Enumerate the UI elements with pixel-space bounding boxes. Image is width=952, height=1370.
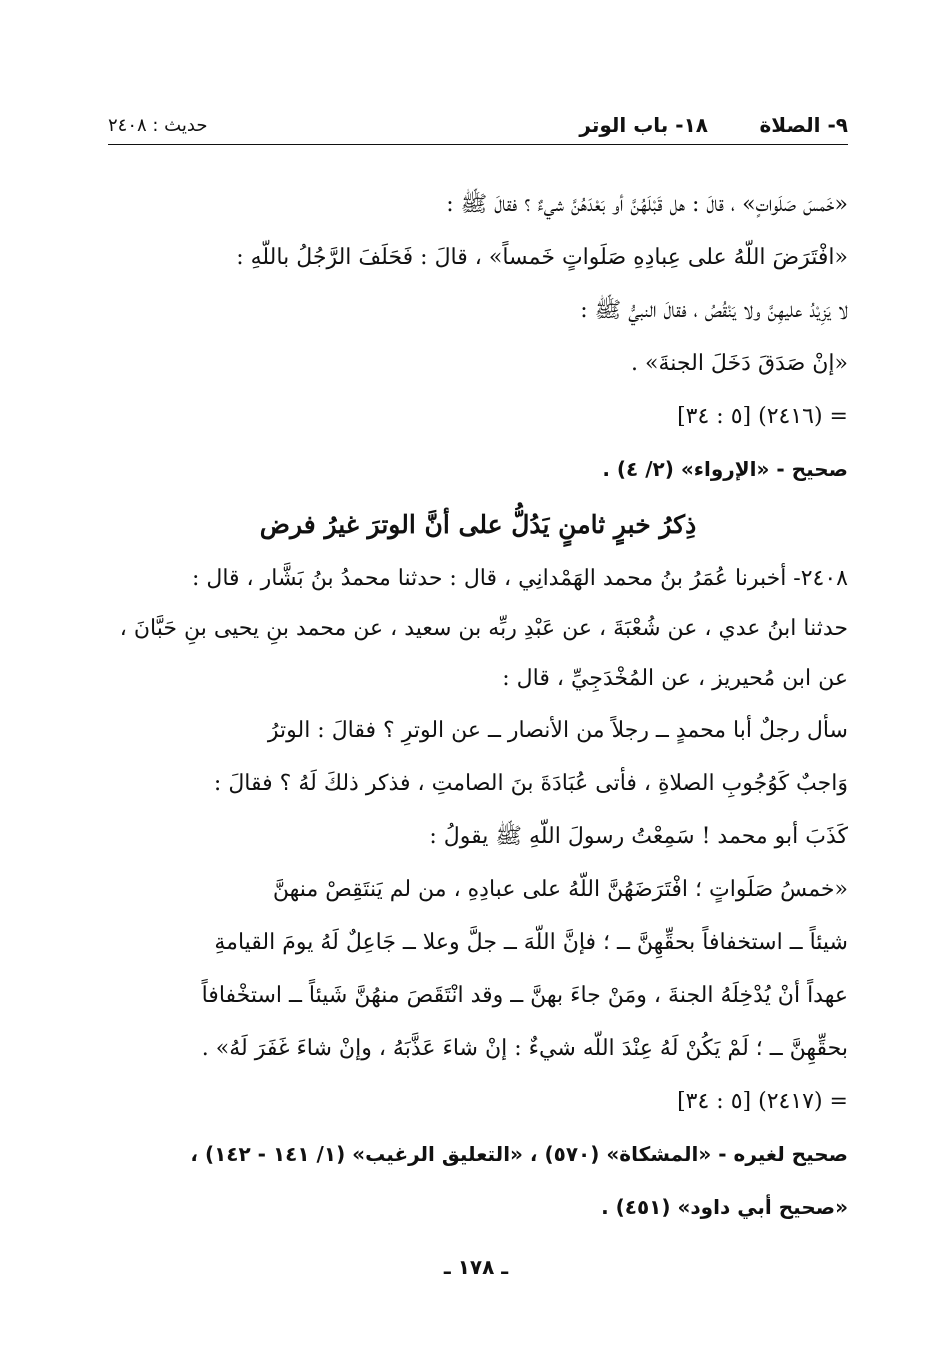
grading-note: صحيح - «الإرواء» (٢/ ٤) . — [602, 457, 848, 481]
running-header — [108, 105, 848, 145]
text-line: عهداً أنْ يُدْخِلَهُ الجنةَ ، ومَنْ جاءَ بهنَّ ــ وقد انْتَقَصَ منهُنَّ شَيئاً ــ استخْفافاً — [201, 983, 848, 1008]
reference-line: = (٢٤١٦) [٥ : ٣٤] — [677, 404, 848, 429]
page-body — [108, 178, 848, 1234]
text-line: «خمسُ صَلَواتٍ ؛ افْتَرَضَهُنَّ اللّهُ على عبادِهِ ، من لم يَنتَقِصْ منهنَّ — [272, 877, 848, 902]
text-line: «إنْ صَدَقَ دَخَلَ الجنةَ» . — [631, 351, 848, 376]
header-chapter-title: ١٨- باب الوتر — [579, 113, 708, 137]
text-line: سأل رجلٌ أبا محمدٍ ــ رجلاً من الأنصار ــ عن الوترِ ؟ فقالَ : الوترُ — [267, 718, 848, 743]
text-line: كَذَبَ أبو محمد ! سَمِعْتُ رسولَ اللّهِ ﷺ يقولُ : — [429, 824, 848, 849]
text-line: وَاجبٌ كَوُجُوبِ الصلاةِ ، فأتى عُبَادَةَ بنَ الصامتِ ، فذكر ذلكَ لَهُ ؟ فقالَ : — [213, 771, 848, 796]
grading-note: صحيح لغيره - «المشكاة» (٥٧٠) ، «التعليق الرغيب» (١/ ١٤١ - ١٤٢) ، — [190, 1142, 848, 1166]
text-line: لا يَزِيْدُ عليهِنَّ ولا يَنْقُصُ ، فقالَ النبيُّ ﷺ : — [580, 298, 848, 323]
isnad-line: ٢٤٠٨- أخبرنا عُمَرُ بنُ محمد الهَمْدانِي ، قال : حدثنا محمدُ بنُ بَشَّار ، قال : — [191, 566, 848, 591]
text-line: بحقِّهِنَّ ــ ؛ لَمْ يَكُنْ لَهُ عِنْدَ اللّه شيءٌ : إنْ شاءَ عَذَّبَهُ ، وإنْ شاءَ غَفَرَ لَهُ» . — [201, 1036, 848, 1061]
text-line: شيئاً ــ استخفافاً بحقِّهِنَّ ــ ؛ فإنَّ اللّهَ ــ جلَّ وعلا ــ جَاعِلٌ لَهُ يومَ القيامةِ — [214, 930, 848, 955]
isnad-line: حدثنا ابنُ عدي ، عن شُعْبَةَ ، عن عَبْدِ ربِّه بن سعيد ، عن محمد بنِ يحيى بنِ حَبَّانَ ، — [119, 616, 848, 641]
isnad-line: عن ابن مُحيريز ، عن المُخْدَجِيِّ ، قال : — [502, 666, 848, 691]
chapter-heading: ذِكرُ خبرٍ ثامنٍ يَدُلُّ على أنَّ الوترَ غيرُ فرض — [259, 510, 697, 539]
reference-line: = (٢٤١٧) [٥ : ٣٤] — [677, 1089, 848, 1114]
text-line: «افْتَرَضَ اللّهُ على عِبادِهِ صَلَواتٍ خَمساً» ، قالَ : فَحَلَفَ الرَّجُلُ باللّهِ : — [236, 245, 848, 270]
text-line: «خَمسَ صَلَواتٍ» ، قالَ : هل قَبْلَهُنَّ أو بَعْدَهُنَّ شيءٌ ؟ فقالَ ﷺ : — [446, 192, 848, 217]
header-section-title: ٩- الصلاة — [759, 113, 848, 137]
grading-note: «صحيح أبي داود» (٤٥١) . — [601, 1195, 848, 1219]
header-hadith-number: حديث : ٢٤٠٨ — [108, 115, 208, 136]
header-divider — [108, 144, 848, 145]
page-number: ـ ١٧٨ ـ — [443, 1255, 509, 1279]
